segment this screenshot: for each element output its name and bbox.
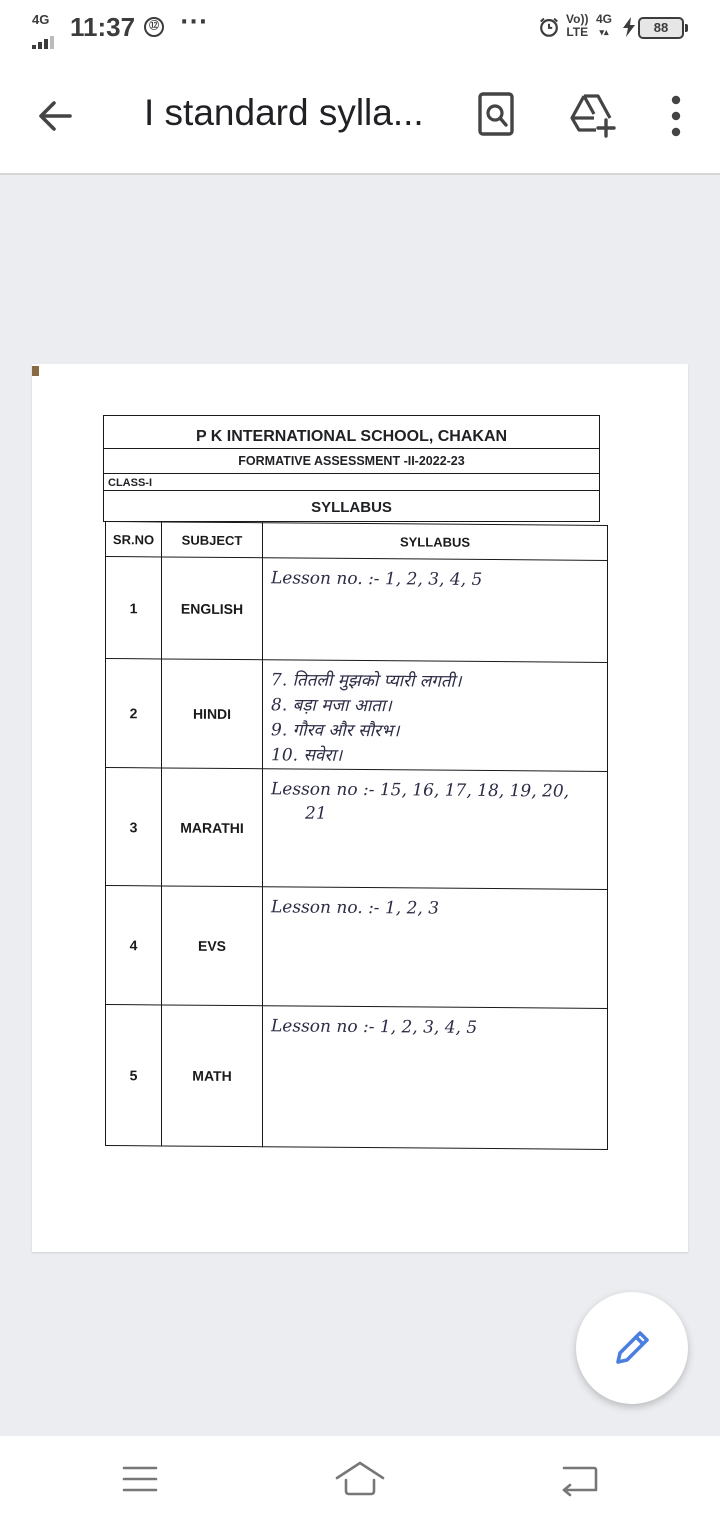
row-subject: HINDI — [162, 659, 263, 769]
table-header-row — [106, 522, 608, 561]
alarm-icon — [538, 16, 560, 38]
sync-badge-icon: ⑫ — [144, 17, 164, 37]
header-box — [103, 415, 600, 522]
class-label: CLASS-I — [108, 477, 152, 489]
volte-top: Vo)) — [566, 12, 589, 26]
row-syllabus — [263, 1006, 608, 1150]
network-label: 4G — [32, 12, 50, 27]
table-row — [106, 886, 608, 1009]
syllabus-heading: SYLLABUS — [311, 499, 392, 516]
syllabus-line: 21 — [305, 803, 327, 824]
battery-indicator: 88 — [638, 17, 684, 39]
syllabus-line: 8. बड़ा मजा आता। — [271, 695, 392, 717]
syllabus-line: Lesson no :- 15, 16, 17, 18, 19, 20, — [271, 779, 570, 802]
cellular-signal-icon — [30, 12, 60, 42]
scan-mark — [32, 366, 39, 376]
row-sr: 1 — [106, 557, 162, 659]
syllabus-table — [105, 521, 608, 1150]
add-to-drive-icon[interactable] — [566, 86, 620, 142]
row-subject: MATH — [162, 1005, 263, 1147]
table-row — [106, 1005, 608, 1150]
volte-indicator — [566, 13, 588, 39]
syllabus-line: Lesson no. :- 1, 2, 3, 4, 5 — [271, 568, 483, 590]
syllabus-line: 7. तितली मुझको प्यारी लगती। — [271, 670, 462, 692]
col-syllabus: SYLLABUS — [263, 523, 608, 561]
row-sr: 4 — [106, 886, 162, 1005]
home-icon[interactable] — [332, 1458, 388, 1500]
syllabus-line: Lesson no :- 1, 2, 3, 4, 5 — [271, 1016, 478, 1038]
table-row — [106, 768, 608, 890]
row-subject: ENGLISH — [162, 557, 263, 660]
status-bar — [0, 0, 720, 56]
syllabus-line: Lesson no. :- 1, 2, 3 — [271, 897, 440, 919]
table-row — [106, 557, 608, 663]
row-syllabus — [263, 769, 608, 890]
app-bar — [0, 56, 720, 175]
row-syllabus — [263, 660, 608, 772]
recent-apps-icon[interactable] — [112, 1458, 168, 1500]
table-row — [106, 659, 608, 772]
assessment-title: FORMATIVE ASSESSMENT -II-2022-23 — [238, 454, 465, 468]
edit-pencil-icon — [610, 1326, 654, 1370]
more-vert-icon[interactable] — [658, 88, 694, 144]
row-sr: 2 — [106, 659, 162, 768]
row-syllabus — [263, 887, 608, 1009]
row-subject: EVS — [162, 886, 263, 1006]
syllabus-line: 10. सवेरा। — [271, 745, 343, 766]
clock: 11:37 — [70, 12, 136, 42]
row-subject: MARATHI — [162, 768, 263, 887]
navigation-bar — [0, 1436, 720, 1520]
preview-icon[interactable] — [474, 86, 520, 142]
document-title: I standard sylla... — [144, 92, 424, 133]
row-sr: 5 — [106, 1005, 162, 1146]
back-icon[interactable] — [552, 1458, 608, 1500]
school-name: P K INTERNATIONAL SCHOOL, CHAKAN — [195, 428, 508, 445]
network-4g-label: 4G — [596, 12, 613, 26]
more-notifications-icon: ··· — [180, 10, 209, 35]
network-4g-indicator: 4G ▾▴ — [596, 12, 613, 37]
syllabus-line: 9. गौरव और सौरभ। — [271, 720, 400, 742]
col-subject: SUBJECT — [162, 522, 263, 558]
edit-fab-button[interactable] — [576, 1292, 688, 1404]
row-sr: 3 — [106, 768, 162, 886]
col-srno: SR.NO — [106, 522, 162, 557]
row-syllabus — [263, 558, 608, 663]
charging-bolt-icon — [622, 17, 636, 37]
volte-bottom: LTE — [566, 25, 589, 39]
back-arrow-icon[interactable] — [28, 88, 84, 144]
